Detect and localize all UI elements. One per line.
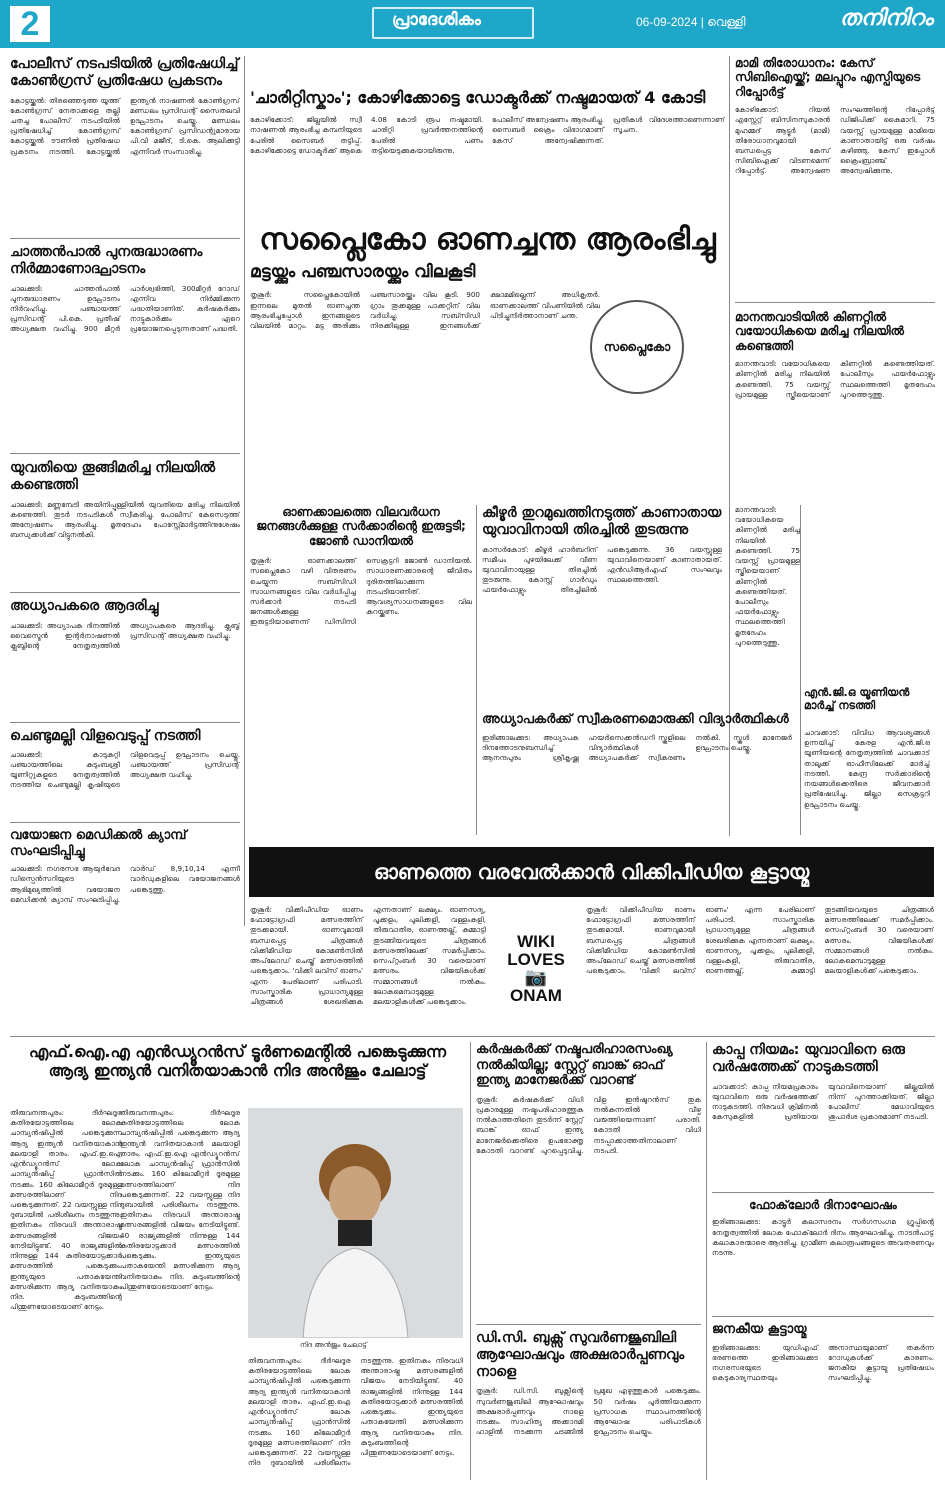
article-body: തിരുവനന്തപുരം: ദീർഘദൂര കുതിരയോട്ടത്തിലെ ലോക ചാമ്പ്യൻഷിപ്പിൽ പങ്കെടുക്കുന്ന ആദ്യ ഇന്ത്യൻ വനിതയാകാൻ മലയാളി താരം. എഫ്.ഇ.ഐ എൻഡ്യൂറൻസ് ലോക ചാമ്പ്യൻഷിപ്പ് ഫ്രാൻസിൽ നടക്കും. 160 കിലോമീറ്റർ ദൂരമുള്ള മത്സരത്തിലാണ് നിദ പങ്കെടുക്കുന്നത്. 22 വയസ്സുള്ള നിദ ദുബായിൽ പരിശീലനം നടത്തുന്നു. ഇതിനകം നിരവധി അന്താരാഷ്ട്ര മത്സരങ്ങളിൽ വിജയം നേടിയിട്ടുണ്ട്. 40 രാജ്യങ്ങളിൽ നിന്നുള്ള 144 കുതിരയോട്ടക്കാർ മത്സരത്തിൽ പങ്കെടുക്കും. ഇന്ത്യയുടെ പതാകയേന്തി മത്സരിക്കുന്ന ആദ്യ വനിതയാകും നിദ. കുടുംബത്തിന്റെ പിന്തുണയോടെയാണ് നേട്ടം. [120,1108,240,1291]
article-onam-price [250,505,472,786]
article-farmers [476,1042,701,1325]
headline: കാപ്പ നിയമം: യുവാവിനെ ഒരു വർഷത്തേക്ക് നാടുകടത്തി [712,1042,905,1075]
headline: മാമി തിരോധാനം: കേസ് സിബിഐയ്ക്ക്; മലപ്പുറം എസ്പിയുടെ റിപ്പോർട്ട് [735,56,921,99]
headline: കർഷകർക്ക് നഷ്ടപരിഹാരസംഖ്യ നൽകിയില്ല; സ്റ്റേറ്റ് ബാങ്ക് ഓഫ് ഇന്ത്യ മാനേജർക്ക് വാറണ്ട് [476,1042,673,1089]
article-fia [10,1042,465,1080]
column-rule [476,505,477,835]
article-janakeeya [712,1322,934,1471]
dateline: 06-09-2024 | വെള്ളി [636,15,746,29]
article-police [10,56,240,222]
article-body: തൃശൂർ: ഡി.സി. ബുക്സിന്റെ സുവർണജൂബിലി ആഘോഷവും അക്ഷരാർപ്പണവും നാളെ നടക്കും. സാഹിത്യ അക്കാദമി ഹാളിൽ നടക്കുന്ന ചടങ്ങിൽ പ്രമുഖ എഴുത്തുകാർ പങ്കെടുക്കും. 50 വർഷം പൂർത്തിയാക്കുന്ന പ്രസാധക സ്ഥാപനത്തിന്റെ ആഘോഷ പരിപാടികൾ ഉദ്ഘാടനം ചെയ്യും. [476,1386,701,1437]
divider [712,1316,934,1317]
article-body: ഇരിങ്ങാലക്കുട: യുഡിഎഫ് ഭരണത്തെ ഇരിങ്ങാലക്കുട നഗരസഭയുടെ കെടുകാര്യസ്ഥതയും അനാസ്ഥയുമാണ് തകർന്ന റോഡുകൾക്ക് കാരണം. ജനകീയ കൂട്ടായ്മ പ്രതിഷേധം സംഘടിപ്പിച്ചു. [712,1342,934,1383]
column-rule [244,56,245,926]
headline: കീഴൂർ തുറമുഖത്തിനടുത്ത് കാണാതായ യുവാവിനായി തിരച്ചിൽ തുടരുന്നു [482,505,722,538]
weekday: വെള്ളി [707,15,746,29]
headline: ഓണക്കാലത്തെ വിലവർധന ജനങ്ങൾക്കുള്ള സർക്കാരിന്റെ ഇരുട്ടടി; ജോൺ ഡാനിയൽ [256,505,466,548]
supplyco-logo-text: സപ്ലൈകോ [603,339,671,354]
article-body: കോഴിക്കോട്: റിയൽ എസ്റ്റേറ്റ് ബിസിനസുകാരൻ മുഹമ്മദ് ആട്ടൂർ (മാമി) തിരോധാനവുമായി ബന്ധപ്പെട്ട കേസ് സിബിഐക്ക് വിടണമെന്ന് റിപ്പോർട്ട്. അന്വേഷണ സംഘത്തിന്റെ റിപ്പോർട്ട് ഡിജിപിക്ക് കൈമാറി. 75 വയസ്സ് പ്രായമുള്ള മാമിയെ കാണാതായിട്ട് ഒരു വർഷം കഴിഞ്ഞു. കേസ് ഇപ്പോൾ ക്രൈംബ്രാഞ്ച് അന്വേഷിക്കുന്നു. [735,105,935,176]
brand-logo: തനിനിറം [839,6,933,31]
divider [10,822,240,823]
article-mami [735,56,935,277]
divider [735,302,935,303]
headline: ജനകീയ കൂട്ടായ്മ [712,1322,807,1337]
supplyco-logo [590,300,684,394]
logo-line: WIKI [517,931,555,951]
article-body: തൃശൂർ: ഓണക്കാലത്ത് സപ്ലൈകോ വഴി വിതരണം ചെയ്യുന്ന സബ്സിഡി സാധനങ്ങളുടെ വില വർധിപ്പിച്ച സർക്കാർ നടപടി ജനങ്ങൾക്കുള്ള ഇരുട്ടടിയാണെന്ന് ഡിസിസി സെക്രട്ടറി ജോൺ ഡാനിയൽ. സാധാരണക്കാരന്റെ ജീവിതം ദുരിതത്തിലാക്കുന്ന നടപടിയാണിത്. ആവശ്യസാധനങ്ങളുടെ വില കുറയ്ക്കണം. [250,556,472,627]
article-medical [10,828,240,944]
article-fia-body [10,1108,122,1478]
article-body: ചാലക്കുടി: കാടുകുറ്റി പഞ്ചായത്തിലെ കുടുംബശ്രീ യൂണിറ്റുകളുടെ നേതൃത്വത്തിൽ നടത്തിയ ചെണ്ടുമല്ലി കൃഷിയുടെ വിളവെടുപ്പ് ഉദ്ഘാടനം ചെയ്തു. പഞ്ചായത്ത് പ്രസിഡന്റ് അധ്യക്ഷത വഹിച്ചു. [10,749,240,790]
date: 06-09-2024 [636,15,698,29]
article-manathavady [735,310,935,459]
article-body: തൃശൂർ: വിക്കിപീഡിയ ഓണം ഫോട്ടോഗ്രഫി മത്സരത്തിന് തുടക്കമായി. ഓണവുമായി ബന്ധപ്പെട്ട ചിത്രങ്ങൾ വിക്കിമീഡിയ കോമൺസിൽ അപ്‌ലോഡ് ചെയ്ത് മത്സരത്തിൽ പങ്കെടുക്കാം. 'വിക്കി ലവ്സ് ഓണം' എന്ന പേരിലാണ് പരിപാടി. സാംസ്കാരിക പ്രാധാന്യമുള്ള ചിത്രങ്ങൾ ശേഖരിക്കുക എന്നതാണ് ലക്ഷ്യം. ഓണസദ്യ, പൂക്കളം, പുലിക്കളി, വള്ളംകളി, തിരുവാതിര, ഓണത്തല്ല്, കുമ്മാട്ടി തുടങ്ങിയവയുടെ ചിത്രങ്ങൾ മത്സരത്തിലേക്ക് സമർപ്പിക്കാം. സെപ്റ്റംബർ 30 വരെയാണ് മത്സരം. വിജയികൾക്ക് സമ്മാനങ്ങൾ നൽകും. ലോകമെമ്പാടുമുള്ള മലയാളികൾക്ക് പങ്കെടുക്കാം. [250,905,486,1006]
article-body: ചാലക്കുടി: നഗരസഭ ആയുർവേദ ഡിസ്പെൻസറിയുടെ ആഭിമുഖ്യത്തിൽ വയോജന മെഡിക്കൽ ക്യാമ്പ് സംഘടിപ്പിച്ചു. വാർഡ് 8,9,10,14 എന്നീ വാർഡുകളിലെ വയോജനങ്ങൾ പങ്കെടുത്തു. [10,864,240,904]
article-keezhoor [482,505,722,705]
divider [712,1192,934,1193]
headline: സപ്ലൈകോ ഓണച്ചന്ത ആരംഭിച്ചു [259,222,716,257]
article-dc-books [476,1330,701,1488]
article-body: ചാലക്കുടി: അധ്യാപക ദിനത്തിൽ വൈസ്മെൻ ഇന്റർനാഷണൽ ക്ലബ്ബിന്റെ നേതൃത്വത്തിൽ അധ്യാപകരെ ആദരിച്ചു. ക്ലബ്ബ് പ്രസിഡന്റ് അധ്യക്ഷത വഹിച്ചു. [10,620,240,651]
headline: ചെണ്ടുമല്ലി വിളവെടുപ്പ് നടത്തി [10,728,201,744]
subhead: മട്ടയ്ക്കും പഞ്ചസാരയ്ക്കും വിലകൂടി [250,262,476,282]
headline: യുവതിയെ തൂങ്ങിമരിച്ച നിലയിൽ കണ്ടെത്തി [10,460,216,493]
article-chathan [10,244,240,442]
headline: ഓണത്തെ വരവേൽക്കാൻ വിക്കിപീഡിയ കൂട്ടായ്മ [373,860,810,884]
wiki-loves-onam-logo [492,920,580,1018]
article-body: ചാവക്കാട്: വിവിധ ആവശ്യങ്ങൾ ഉന്നയിച്ച് കേരള എൻ.ജി.ഒ യൂണിയന്റെ നേതൃത്വത്തിൽ ചാവക്കാട് താലൂക്ക് ഓഫീസിലേക്ക് മാർച്ച് നടത്തി. കേന്ദ്ര സർക്കാരിന്റെ നയങ്ങൾക്കെതിരെ ജീവനക്കാർ പ്രതിഷേധിച്ചു. ജില്ലാ സെക്രട്ടറി ഉദ്ഘാടനം ചെയ്തു. [804,728,930,809]
divider [476,1324,701,1325]
article-body: ചാലക്കുടി: മണ്ണമ്പേടി അയിനിപ്പുള്ളിയിൽ യുവതിയെ മരിച്ച നിലയിൽ കണ്ടെത്തി. തുടർ നടപടികൾ സ്വീകരിച്ചു. പോലീസ് കേസെടുത്ത് അന്വേഷണം ആരംഭിച്ചു. മൃതദേഹം പോസ്റ്റ്മോർട്ടത്തിനുശേഷം ബന്ധുക്കൾക്ക് വിട്ടുനൽകി. [10,499,240,540]
divider [10,722,240,723]
article-ngo [804,728,930,834]
nida-photo [248,1108,463,1338]
headline: ഡി.സി. ബുക്സ് സുവർണജൂബിലി ആഘോഷവും അക്ഷരാർപ്പണവും നാളെ [476,1330,685,1380]
article-body: ഇരിങ്ങാലക്കുട: അധ്യാപക ദിനത്തോടനുബന്ധിച്ച് ആനന്ദപുരം ശ്രീകൃഷ്ണ ഹയർസെക്കൻഡറി സ്കൂളിലെ വിദ്യാർത്ഥികൾ അധ്യാപകർക്ക് സ്വീകരണം നൽകി. സ്കൂൾ മാനേജർ ഉദ്ഘാടനം ചെയ്തു. [482,732,792,763]
photo-caption: നിദ അൻജും ചേലാട്ട് [300,1341,367,1349]
article-teacher [10,598,240,713]
article-body: തിരുവനന്തപുരം: ദീർഘദൂര കുതിരയോട്ടത്തിലെ ലോക ചാമ്പ്യൻഷിപ്പിൽ പങ്കെടുക്കുന്ന ആദ്യ ഇന്ത്യൻ വനിതയാകാൻ മലയാളി താരം. എഫ്.ഇ.ഐ എൻഡ്യൂറൻസ് ലോക ചാമ്പ്യൻഷിപ്പ് ഫ്രാൻസിൽ നടക്കും. 160 കിലോമീറ്റർ ദൂരമുള്ള മത്സരത്തിലാണ് നിദ പങ്കെടുക്കുന്നത്. 22 വയസ്സുള്ള നിദ ദുബായിൽ പരിശീലനം നടത്തുന്നു. ഇതിനകം നിരവധി അന്താരാഷ്ട്ര മത്സരങ്ങളിൽ വിജയം നേടിയിട്ടുണ്ട്. 40 രാജ്യങ്ങളിൽ നിന്നുള്ള 144 കുതിരയോട്ടക്കാർ മത്സരത്തിൽ പങ്കെടുക്കും. ഇന്ത്യയുടെ പതാകയേന്തി മത്സരിക്കുന്ന ആദ്യ വനിതയാകും നിദ. കുടുംബത്തിന്റെ പിന്തുണയോടെയാണ് നേട്ടം. [248,1356,463,1468]
article-body: മാനന്തവാടി: വയോധികയെ കിണറ്റിൽ മരിച്ച നിലയിൽ കണ്ടെത്തി. 75 വയസ്സ് പ്രായമുള്ള സ്ത്രീയെയാണ് കിണറ്റിൽ കണ്ടെത്തിയത്. പോലീസും ഫയർഫോഴ്സും സ്ഥലത്തെത്തി മൃതദേഹം പുറത്തെടുത്തു. [735,359,935,399]
divider [10,238,240,239]
article-body: ചാവക്കാട്: കാപ്പ നിയമപ്രകാരം യുവാവിനെ ഒരു വർഷത്തേക്ക് നാടുകടത്തി. നിരവധി ക്രിമിനൽ കേസുകളിൽ പ്രതിയായ യുവാവിനെയാണ് ജില്ലയിൽ നിന്ന് പുറത്താക്കിയത്. ജില്ലാ പോലീസ് മേധാവിയുടെ ശുപാർശ പ്രകാരമാണ് നടപടി. [712,1081,934,1122]
wiki-banner [249,847,934,897]
camera-icon: 📷 [524,967,548,988]
article-fia-body3 [248,1356,463,1478]
headline: വയോജന മെഡിക്കൽ ക്യാമ്പ് സംഘടിപ്പിച്ചു [10,828,187,859]
header-bar [0,0,945,48]
headline: ഫോക്‌ലോർ ദിനാഘോഷം [749,1198,897,1212]
article-wiki-a [250,905,486,1030]
headline: അധ്യാപകരെ ആദരിച്ചു [10,598,159,614]
article-body: കോട്ടയ്ക്കൽ: തിരഞ്ഞെടുത്ത യൂത്ത് കോൺഗ്രസ് നേതാക്കളെ തല്ലി ചതച്ച പോലീസ് നടപടിയിൽ പ്രതിഷേധിച്ച് കോൺഗ്രസ് കോട്ടയ്ക്കൽ ടൗണിൽ പ്രതിഷേധ പ്രകടനം നടത്തി. കോട്ടയ്ക്കൽ ഇന്ത്യൻ നാഷണൽ കോൺഗ്രസ് മണ്ഡലം പ്രസിഡന്റ് സൈതലവി ഉദ്ഘാടനം ചെയ്തു. മണ്ഡലം കോൺഗ്രസ് പ്രസിഡന്റുമാരായ പി.വി മജീദ്, ടി.കെ. ആലിക്കുട്ടി എന്നിവർ സംസാരിച്ചു. [10,95,240,156]
article-body: തിരുവനന്തപുരം: ദീർഘദൂര കുതിരയോട്ടത്തിലെ ലോക ചാമ്പ്യൻഷിപ്പിൽ പങ്കെടുക്കുന്ന ആദ്യ ഇന്ത്യൻ വനിതയാകാൻ മലയാളി താരം. എഫ്.ഇ.ഐ എൻഡ്യൂറൻസ് ലോക ചാമ്പ്യൻഷിപ്പ് ഫ്രാൻസിൽ നടക്കും. 160 കിലോമീറ്റർ ദൂരമുള്ള മത്സരത്തിലാണ് നിദ പങ്കെടുക്കുന്നത്. 22 വയസ്സുള്ള നിദ ദുബായിൽ പരിശീലനം നടത്തുന്നു. ഇതിനകം നിരവധി അന്താരാഷ്ട്ര മത്സരങ്ങളിൽ വിജയം നേടിയിട്ടുണ്ട്. 40 രാജ്യങ്ങളിൽ നിന്നുള്ള 144 കുതിരയോട്ടക്കാർ മത്സരത്തിൽ പങ്കെടുക്കും. ഇന്ത്യയുടെ പതാകയേന്തി മത്സരിക്കുന്ന ആദ്യ വനിതയാകും നിദ. കുടുംബത്തിന്റെ പിന്തുണയോടെയാണ് നേട്ടം. [10,1108,122,1312]
divider [10,453,240,454]
ngo-headline-box [804,686,930,722]
headline: 'ചാരിറ്റിസ്കാം'; കോഴിക്കോട്ടെ ഡോക്ടർക്ക് നഷ്ടമായത് 4 കോടി [250,88,706,107]
divider [10,592,240,593]
column-rule [706,1042,707,1480]
column-rule [470,1042,471,1480]
article-charity [250,88,725,213]
article-body: തൃശൂർ: കർഷകർക്ക് വിധി പ്രകാരമുള്ള നഷ്ടപരിഹാരത്തുക നൽകാത്തതിനെ തുടർന്ന് സ്റ്റേറ്റ് ബാങ്ക് ഓഫ് ഇന്ത്യ മാനേജർക്കെതിരെ ഉപഭോക്തൃ കോടതി വാറണ്ട് പുറപ്പെടുവിച്ചു. വിള ഇൻഷുറൻസ് തുക നൽകുന്നതിൽ വീഴ്ച വരുത്തിയെന്നാണ് പരാതി. കോടതി വിധി നടപ്പാക്കാത്തതിനാലാണ് നടപടി. [476,1094,701,1155]
headline: മാനന്തവാടിയിൽ കിണറ്റിൽ വയോധികയെ മരിച്ച നിലയിൽ കണ്ടെത്തി [735,310,904,353]
article-folklore [712,1198,934,1313]
headline: ചാത്തൻപാൽ പുനരുദ്ധാരണം നിർമ്മാണോദ്ഘാടനം [10,244,203,277]
logo-line: LOVES [507,949,565,969]
article-fia-body2 [120,1108,240,1478]
article-body: കോഴിക്കോട്: ജില്ലയിൽ സ്വീ നാഷണൽ ആരംഭിച്ച കമ്പനിയുടെ പേരിൽ സൈബർ തട്ടിപ്പ്. കോഴിക്കോട്ടെ ഡോക്ടർക്ക് ആകെ 4.08 കോടി രൂപ നഷ്ടമായി. ചാരിറ്റി പ്രവർത്തനത്തിന്റെ പേരിൽ പണം തട്ടിയെടുക്കുകയായിരുന്നു. പോലീസ് അന്വേഷണം ആരംഭിച്ചു. സൈബർ ക്രൈം വിഭാഗമാണ് കേസ് അന്വേഷിക്കുന്നത്. പ്രതികൾ വിദേശത്താണെന്നാണ് സൂചന. [250,115,725,155]
headline: എഫ്.ഐ.എ എൻഡ്യൂറൻസ് ടൂർണമെന്റിൽ പങ്കെടുക്കുന്ന ആദ്യ ഇന്ത്യൻ വനിതയാകാൻ നിദ അൻജും ചേലാട്ട് [28,1042,447,1081]
article-body: ചാലക്കുടി: ചാത്തൻപാൽ പുനരുദ്ധാരണം ഉദ്ഘാടനം നിർവഹിച്ചു. പഞ്ചായത്ത് പ്രസിഡന്റ് പി.കെ. പ്രതീഷ് അധ്യക്ഷത വഹിച്ചു. 900 മീറ്റർ പാർശ്വഭിത്തി, 300മീറ്റർ റോഡ് എന്നിവ നിർമ്മിക്കുന്ന പദ്ധതിയാണിത്. കർഷകർക്കും നാട്ടുകാർക്കും ഏറെ പ്രയോജനപ്പെടുന്നതാണ് പദ്ധതി. [10,283,240,334]
headline: അധ്യാപകർക്ക് സ്വീകരണമൊരുക്കി വിദ്യാർത്ഥികൾ [482,712,789,727]
article-body: ഇരിങ്ങാലക്കുട: കാട്ടൂർ കലാസദനം സർഗസംഗമ ഗ്രൂപ്പിന്റെ നേതൃത്വത്തിൽ ലോക ഫോക്‌ലോർ ദിനം ആഘോഷിച്ചു. നാടൻപാട്ട് കലാകാരന്മാരെ ആദരിച്ചു. ഗ്രാമീണ കലാരൂപങ്ങളുടെ അവതരണവും നടന്നു. [712,1217,934,1258]
section-title: പ്രാദേശികം [392,10,481,30]
article-chendamangalam [10,728,240,816]
article-body: മാനന്തവാടി: വയോധികയെ കിണറ്റിൽ മരിച്ച നിലയിൽ കണ്ടെത്തി. 75 വയസ്സ് പ്രായമുള്ള സ്ത്രീയെയാണ് കിണറ്റിൽ കണ്ടെത്തിയത്. പോലീസും ഫയർഫോഴ്സും സ്ഥലത്തെത്തി മൃതദേഹം പുറത്തെടുത്തു. [735,505,800,647]
page-number: 2 [8,4,52,44]
article-wiki-b [586,905,934,1030]
article-youth [10,460,240,586]
article-body: തൃശൂർ: വിക്കിപീഡിയ ഓണം ഫോട്ടോഗ്രഫി മത്സരത്തിന് തുടക്കമായി. ഓണവുമായി ബന്ധപ്പെട്ട ചിത്രങ്ങൾ വിക്കിമീഡിയ കോമൺസിൽ അപ്‌ലോഡ് ചെയ്ത് മത്സരത്തിൽ പങ്കെടുക്കാം. 'വിക്കി ലവ്സ് ഓണം' എന്ന പേരിലാണ് പരിപാടി. സാംസ്കാരിക പ്രാധാന്യമുള്ള ചിത്രങ്ങൾ ശേഖരിക്കുക എന്നതാണ് ലക്ഷ്യം. ഓണസദ്യ, പൂക്കളം, പുലിക്കളി, വള്ളംകളി, തിരുവാതിര, ഓണത്തല്ല്, കുമ്മാട്ടി തുടങ്ങിയവയുടെ ചിത്രങ്ങൾ മത്സരത്തിലേക്ക് സമർപ്പിക്കാം. സെപ്റ്റംബർ 30 വരെയാണ് മത്സരം. വിജയികൾക്ക് സമ്മാനങ്ങൾ നൽകും. ലോകമെമ്പാടുമുള്ള മലയാളികൾക്ക് പങ്കെടുക്കാം. [586,905,934,976]
article-body: തൃശൂർ: സപ്ലൈകോയിൽ ഇന്നലെ മുതൽ ഓണച്ചന്ത ആരംഭിച്ചപ്പോൾ ഇനങ്ങളുടെ വിലയിൽ മാറ്റം. മട്ട അരിക്കും പഞ്ചസാരയ്ക്കും വില കൂടി. 900 ഗ്രാം തൂക്കമുള്ള പാക്കറ്റിന് വില വർധിച്ചു. സബ്സിഡി നിരക്കിലുള്ള ഇനങ്ങൾക്ക് ക്ഷാമമില്ലെന്ന് അധികൃതർ. ഓണക്കാലത്ത് വിപണിയിൽ വില പിടിച്ചുനിർത്താനാണ് ചന്ത. [250,290,600,331]
article-body: കാസർകോട്: കീഴൂർ ഹാർബറിന് സമീപം പുഴയിലേക്ക് വീണ യുവാവിനായുള്ള തിരച്ചിൽ തുടരുന്നു. കോസ്റ്റ് ഗാർഡും ഫയർഫോഴ്സും തിരച്ചിലിൽ പങ്കെടുക്കുന്നു. 36 വയസ്സുള്ള യുവാവിനെയാണ് കാണാതായത്. എൻഡിആർഎഫ് സംഘവും സ്ഥലത്തെത്തി. [482,544,722,595]
headline: എൻ.ജി.ഒ യൂണിയൻ മാർച്ച് നടത്തി [804,686,910,713]
rider-illustration [248,1108,463,1338]
headline: പോലീസ് നടപടിയിൽ പ്രതിഷേധിച്ച് കോൺഗ്രസ് പ്രതിഷേധ പ്രകടനം [10,56,239,89]
article-teachers-students [482,712,792,823]
logo-line: ONAM [510,986,562,1006]
article-kappa [712,1042,934,1178]
divider [10,1036,935,1037]
column-rule [800,505,801,835]
